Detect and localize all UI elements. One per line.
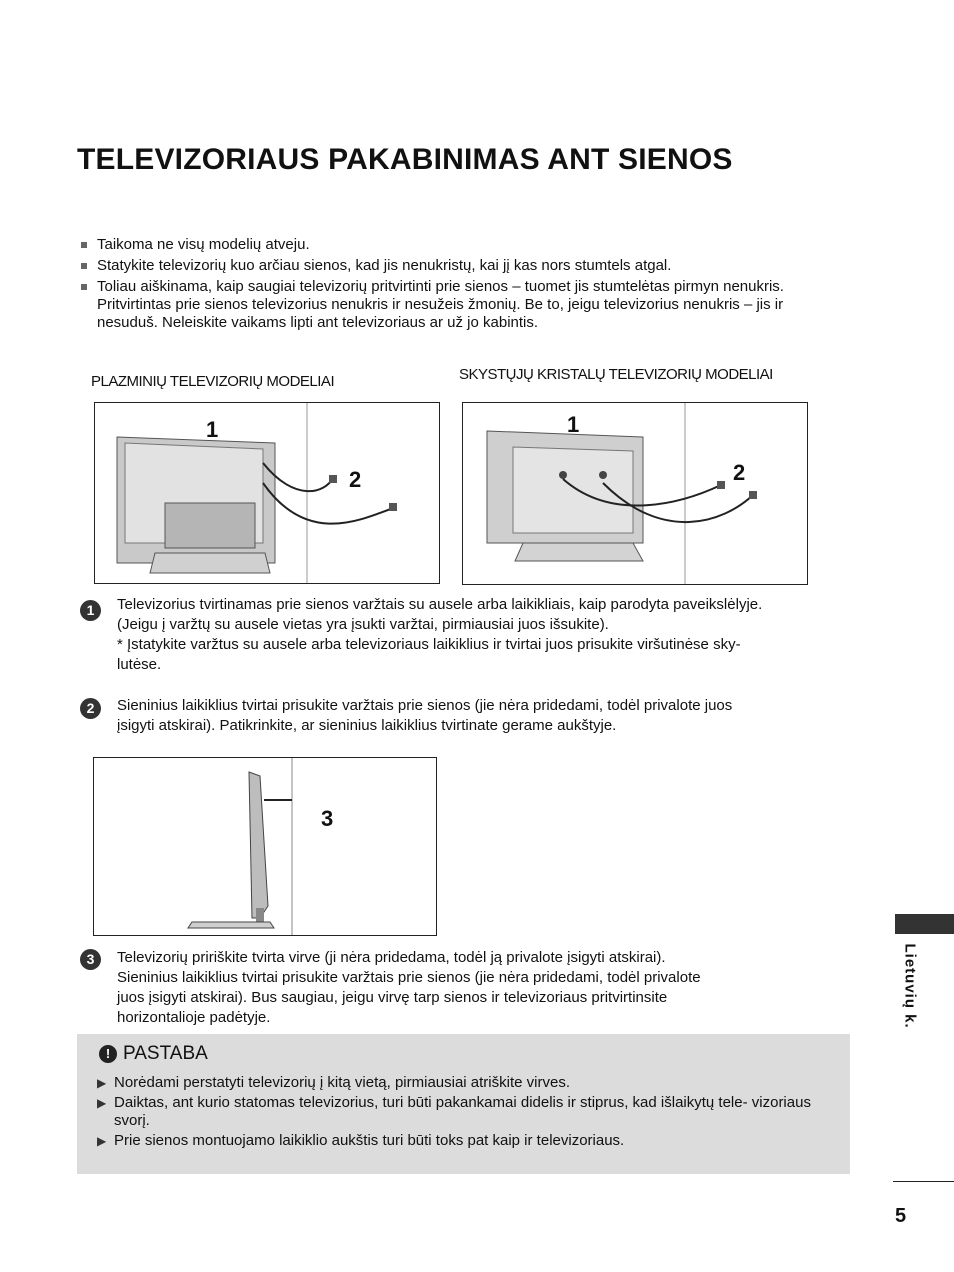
lcd-caption: SKYSTŲJŲ KRISTALŲ TELEVIZORIŲ MODELIAI <box>459 366 773 383</box>
note-title: PASTABA <box>123 1043 208 1064</box>
step-line: Televizorius tvirtinamas prie sienos varžtais su ausele arba laikikliais, kaip parodyta paveikslėlyje. <box>117 596 763 613</box>
footer-rule <box>893 1181 954 1182</box>
step-line: horizontalioje padėtyje. <box>117 1009 271 1026</box>
step-line: lutėse. <box>117 656 162 673</box>
bullet-item: Toliau aiškinama, kaip saugiai televizorių pritvirtinti prie sienos – tuomet jis stumtelėtas pirmyn nenukris. Pritvirtintas prie sienos televizorius nenukris ir nesužeis žmonių. Be to, jeigu televizorius nenukris – jis ir nesuduš. Neleiskite vaikams lipti ant televizoriaus ar už jo kabintis. <box>80 278 840 332</box>
plasma-wall-mount-figure <box>94 402 440 584</box>
language-tab-marker <box>895 914 954 934</box>
lcd-tv-illustration <box>463 403 807 584</box>
note-item: ▶ Norėdami perstatyti televizorių į kitą vietą, pirmiausiai atriškite virves. <box>97 1074 570 1091</box>
plasma-caption: PLAZMINIŲ TELEVIZORIŲ MODELIAI <box>91 373 335 390</box>
page-number: 5 <box>895 1205 907 1227</box>
figure-label-2: 2 <box>733 460 746 485</box>
side-view-figure <box>93 757 437 936</box>
step-line: Sieninius laikiklius tvirtai prisukite varžtais prie sienos (jie nėra pridedami, todėl privalote juos <box>117 697 733 714</box>
exclamation-icon: ! <box>99 1045 117 1063</box>
side-view-illustration <box>94 758 436 935</box>
step-2-text <box>117 696 847 736</box>
step-line: Televizorių pririškite tvirta virve (ji nėra pridedama, todėl ją privalote įsigyti atskirai). <box>117 949 666 966</box>
step-line: įsigyti atskirai). Patikrinkite, ar sieninius laikiklius tvirtinate gerame aukštyje. <box>117 717 617 734</box>
bullet-item: Taikoma ne visų modelių atveju. <box>80 236 840 254</box>
page-title: TELEVIZORIAUS PAKABINIMAS ANT SIENOS <box>77 143 733 176</box>
step-line: Sieninius laikiklius tvirtai prisukite varžtais prie sienos (jie nėra pridedami, todėl privalote <box>117 969 701 986</box>
note-list <box>97 1074 842 1152</box>
step-line: (Jeigu į varžtų su ausele vietas yra įsukti varžtai, pirmiausiai juos išsukite). <box>117 616 609 633</box>
step-3-badge: 3 <box>80 949 101 970</box>
note-item: ▶ Prie sienos montuojamo laikiklio aukštis turi būti toks pat kaip ir televizoriaus. <box>97 1132 625 1149</box>
figure-label-3: 3 <box>321 806 334 831</box>
step-1-badge: 1 <box>80 600 101 621</box>
lcd-wall-mount-figure <box>462 402 808 585</box>
arrow-right-icon: ▶ <box>97 1076 107 1090</box>
step-3-text <box>117 948 847 1028</box>
step-2-badge: 2 <box>80 698 101 719</box>
bullet-item: Statykite televizorių kuo arčiau sienos, kad jis nenukristų, kai jį kas nors stumtels atgal. <box>80 257 840 275</box>
intro-bullets <box>80 236 840 335</box>
step-line: * Įstatykite varžtus su ausele arba televizoriaus laikiklius ir tvirtai juos prisukite viršutinėse sky- <box>117 636 741 653</box>
note-item: ▶ Daiktas, ant kurio statomas televizorius, turi būti pakankamai didelis ir stiprus, kad išlaikytų tele- vizoriaus svorį. <box>97 1094 811 1129</box>
figure-label-2: 2 <box>349 467 362 492</box>
figure-label-1: 1 <box>567 412 580 437</box>
note-box <box>77 1034 850 1174</box>
arrow-right-icon: ▶ <box>97 1096 107 1110</box>
arrow-right-icon: ▶ <box>97 1134 107 1148</box>
plasma-tv-illustration <box>95 403 439 583</box>
step-1-text <box>117 595 847 675</box>
step-line: juos įsigyti atskirai). Bus saugiau, jeigu virvę tarp sienos ir televizoriaus pritvirtinsite <box>117 989 668 1006</box>
figure-label-1: 1 <box>206 417 219 442</box>
language-label: Lietuvių k. <box>901 943 919 1029</box>
